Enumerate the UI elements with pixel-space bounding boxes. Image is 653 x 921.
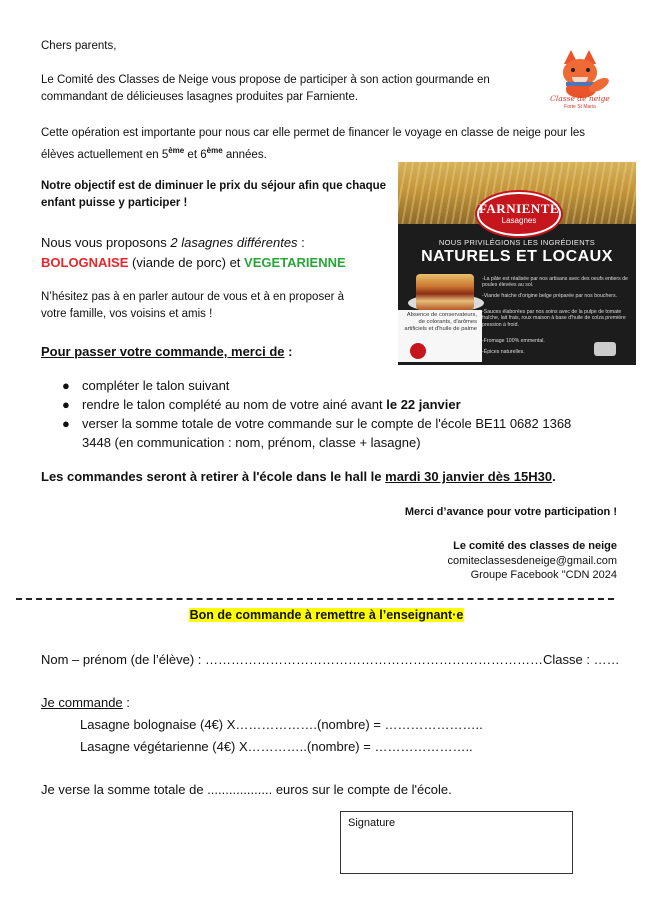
list-item: ● verser la somme totale de votre commande sur le compte de l'école BE11 0682 1368 3448 (en communication : nom, prénom, classe + lasagne) bbox=[62, 416, 572, 450]
farniente-brand-sub: Lasagnes bbox=[501, 216, 537, 225]
bullet-icon: ● bbox=[62, 397, 70, 412]
intro-paragraph bbox=[41, 72, 541, 106]
form-title-wrapper bbox=[0, 608, 653, 622]
product-heading-1: NOUS PRIVILÉGIONS LES INGRÉDIENTS bbox=[438, 238, 596, 247]
product-point: -La pâte est réalisée par nos artisans avec des oeufs entiers de poules élevées au sol. bbox=[482, 276, 628, 289]
cut-line bbox=[16, 598, 614, 600]
farniente-brand: FARNIENTE bbox=[478, 201, 560, 216]
bullet-icon: ● bbox=[62, 378, 70, 393]
bullet-icon: ● bbox=[62, 416, 70, 431]
classe-de-neige-logo bbox=[548, 46, 612, 112]
vegetarienne-order-field[interactable]: Lasagne végétarienne (4€) X…………..(nombre) = ………………….. bbox=[80, 739, 473, 754]
order-heading: Pour passer votre commande, merci de : bbox=[41, 344, 293, 359]
logo-title: Classe de neige bbox=[550, 94, 610, 103]
intro-line-1: Le Comité des Classes de Neige vous propose de participer à son action gourmande en bbox=[41, 74, 490, 86]
fox-eye-icon bbox=[586, 68, 590, 72]
logo-subtitle: Forte St Maria bbox=[564, 104, 596, 110]
proposal-paragraph: Nous vous proposons 2 lasagnes différentes : BOLOGNAISE (viande de porc) et VEGETARIENNE bbox=[41, 235, 346, 270]
signature-box[interactable] bbox=[340, 811, 573, 874]
farniente-product-image bbox=[398, 162, 636, 365]
operation-paragraph bbox=[41, 125, 631, 164]
goal-paragraph: Notre objectif est de diminuer le prix du séjour afin que chaque enfant puisse y participer ! bbox=[41, 180, 387, 209]
intro-line-2: commandant de délicieuses lasagnes produites par Farniente. bbox=[41, 91, 359, 103]
lasagna-icon bbox=[416, 274, 474, 310]
list-item: ● rendre le talon complété au nom de votre ainé avant le 22 janvier bbox=[62, 397, 461, 412]
bolognaise-order-field[interactable]: Lasagne bolognaise (4€) X……………….(nombre) = ………………….. bbox=[80, 717, 483, 732]
product-point: -Épices naturelles. bbox=[482, 349, 525, 355]
committee-signature bbox=[447, 539, 617, 583]
badge-icon bbox=[410, 343, 426, 359]
product-point: -Sauces élaborées par nos soins avec de la pulpe de tomate fraîche, lait frais, roux maison à base d'huile de colza première pression à froid. bbox=[482, 309, 626, 328]
product-point: -Fromage 100% emmental. bbox=[482, 338, 545, 344]
order-label: Je commande : bbox=[41, 695, 130, 710]
committee-name: Le comité des classes de neige bbox=[453, 540, 617, 552]
payment-line[interactable]: Je verse la somme totale de .................. euros sur le compte de l'école. bbox=[41, 782, 452, 797]
operation-line-2: élèves actuellement en 5ème et 6ème années. bbox=[41, 146, 267, 161]
student-name-field[interactable]: Nom – prénom (de l’élève) : ……………………………………………………………………Classe : …… bbox=[41, 652, 620, 667]
share-paragraph: N’hésitez pas à en parler autour de vous et à en proposer à votre famille, vos voisins et amis ! bbox=[41, 291, 345, 320]
form-title: Bon de commande à remettre à l’enseignant·e bbox=[189, 608, 464, 622]
product-absence-note: Absence de conservateurs, de colorants, d'arômes artificiels et d'huile de palme bbox=[404, 312, 477, 332]
list-item: ● compléter le talon suivant bbox=[62, 378, 230, 393]
product-point: -Viande fraiche d'origine belge préparée par nos bouchers. bbox=[482, 293, 617, 299]
product-heading-2: NATURELS ET LOCAUX bbox=[421, 248, 613, 265]
thanks-note: Merci d’avance pour votre participation ! bbox=[404, 506, 617, 518]
vegetarienne-label: VEGETARIENNE bbox=[244, 255, 346, 270]
greeting: Chers parents, bbox=[41, 40, 117, 52]
cow-icon bbox=[594, 342, 616, 356]
committee-email[interactable]: comiteclassesdeneige@gmail.com bbox=[447, 554, 617, 567]
pickup-info: Les commandes seront à retirer à l'école dans le hall le mardi 30 janvier dès 15H30. bbox=[41, 469, 556, 484]
signature-label: Signature bbox=[348, 817, 396, 829]
order-steps-list bbox=[42, 376, 632, 452]
operation-line-1: Cette opération est importante pour nous car elle permet de financer le voyage en classe de neige pour les bbox=[41, 127, 586, 139]
committee-facebook: Groupe Facebook "CDN 2024 bbox=[470, 569, 617, 581]
bolognaise-label: BOLOGNAISE bbox=[41, 255, 129, 270]
fox-eye-icon bbox=[571, 68, 575, 72]
